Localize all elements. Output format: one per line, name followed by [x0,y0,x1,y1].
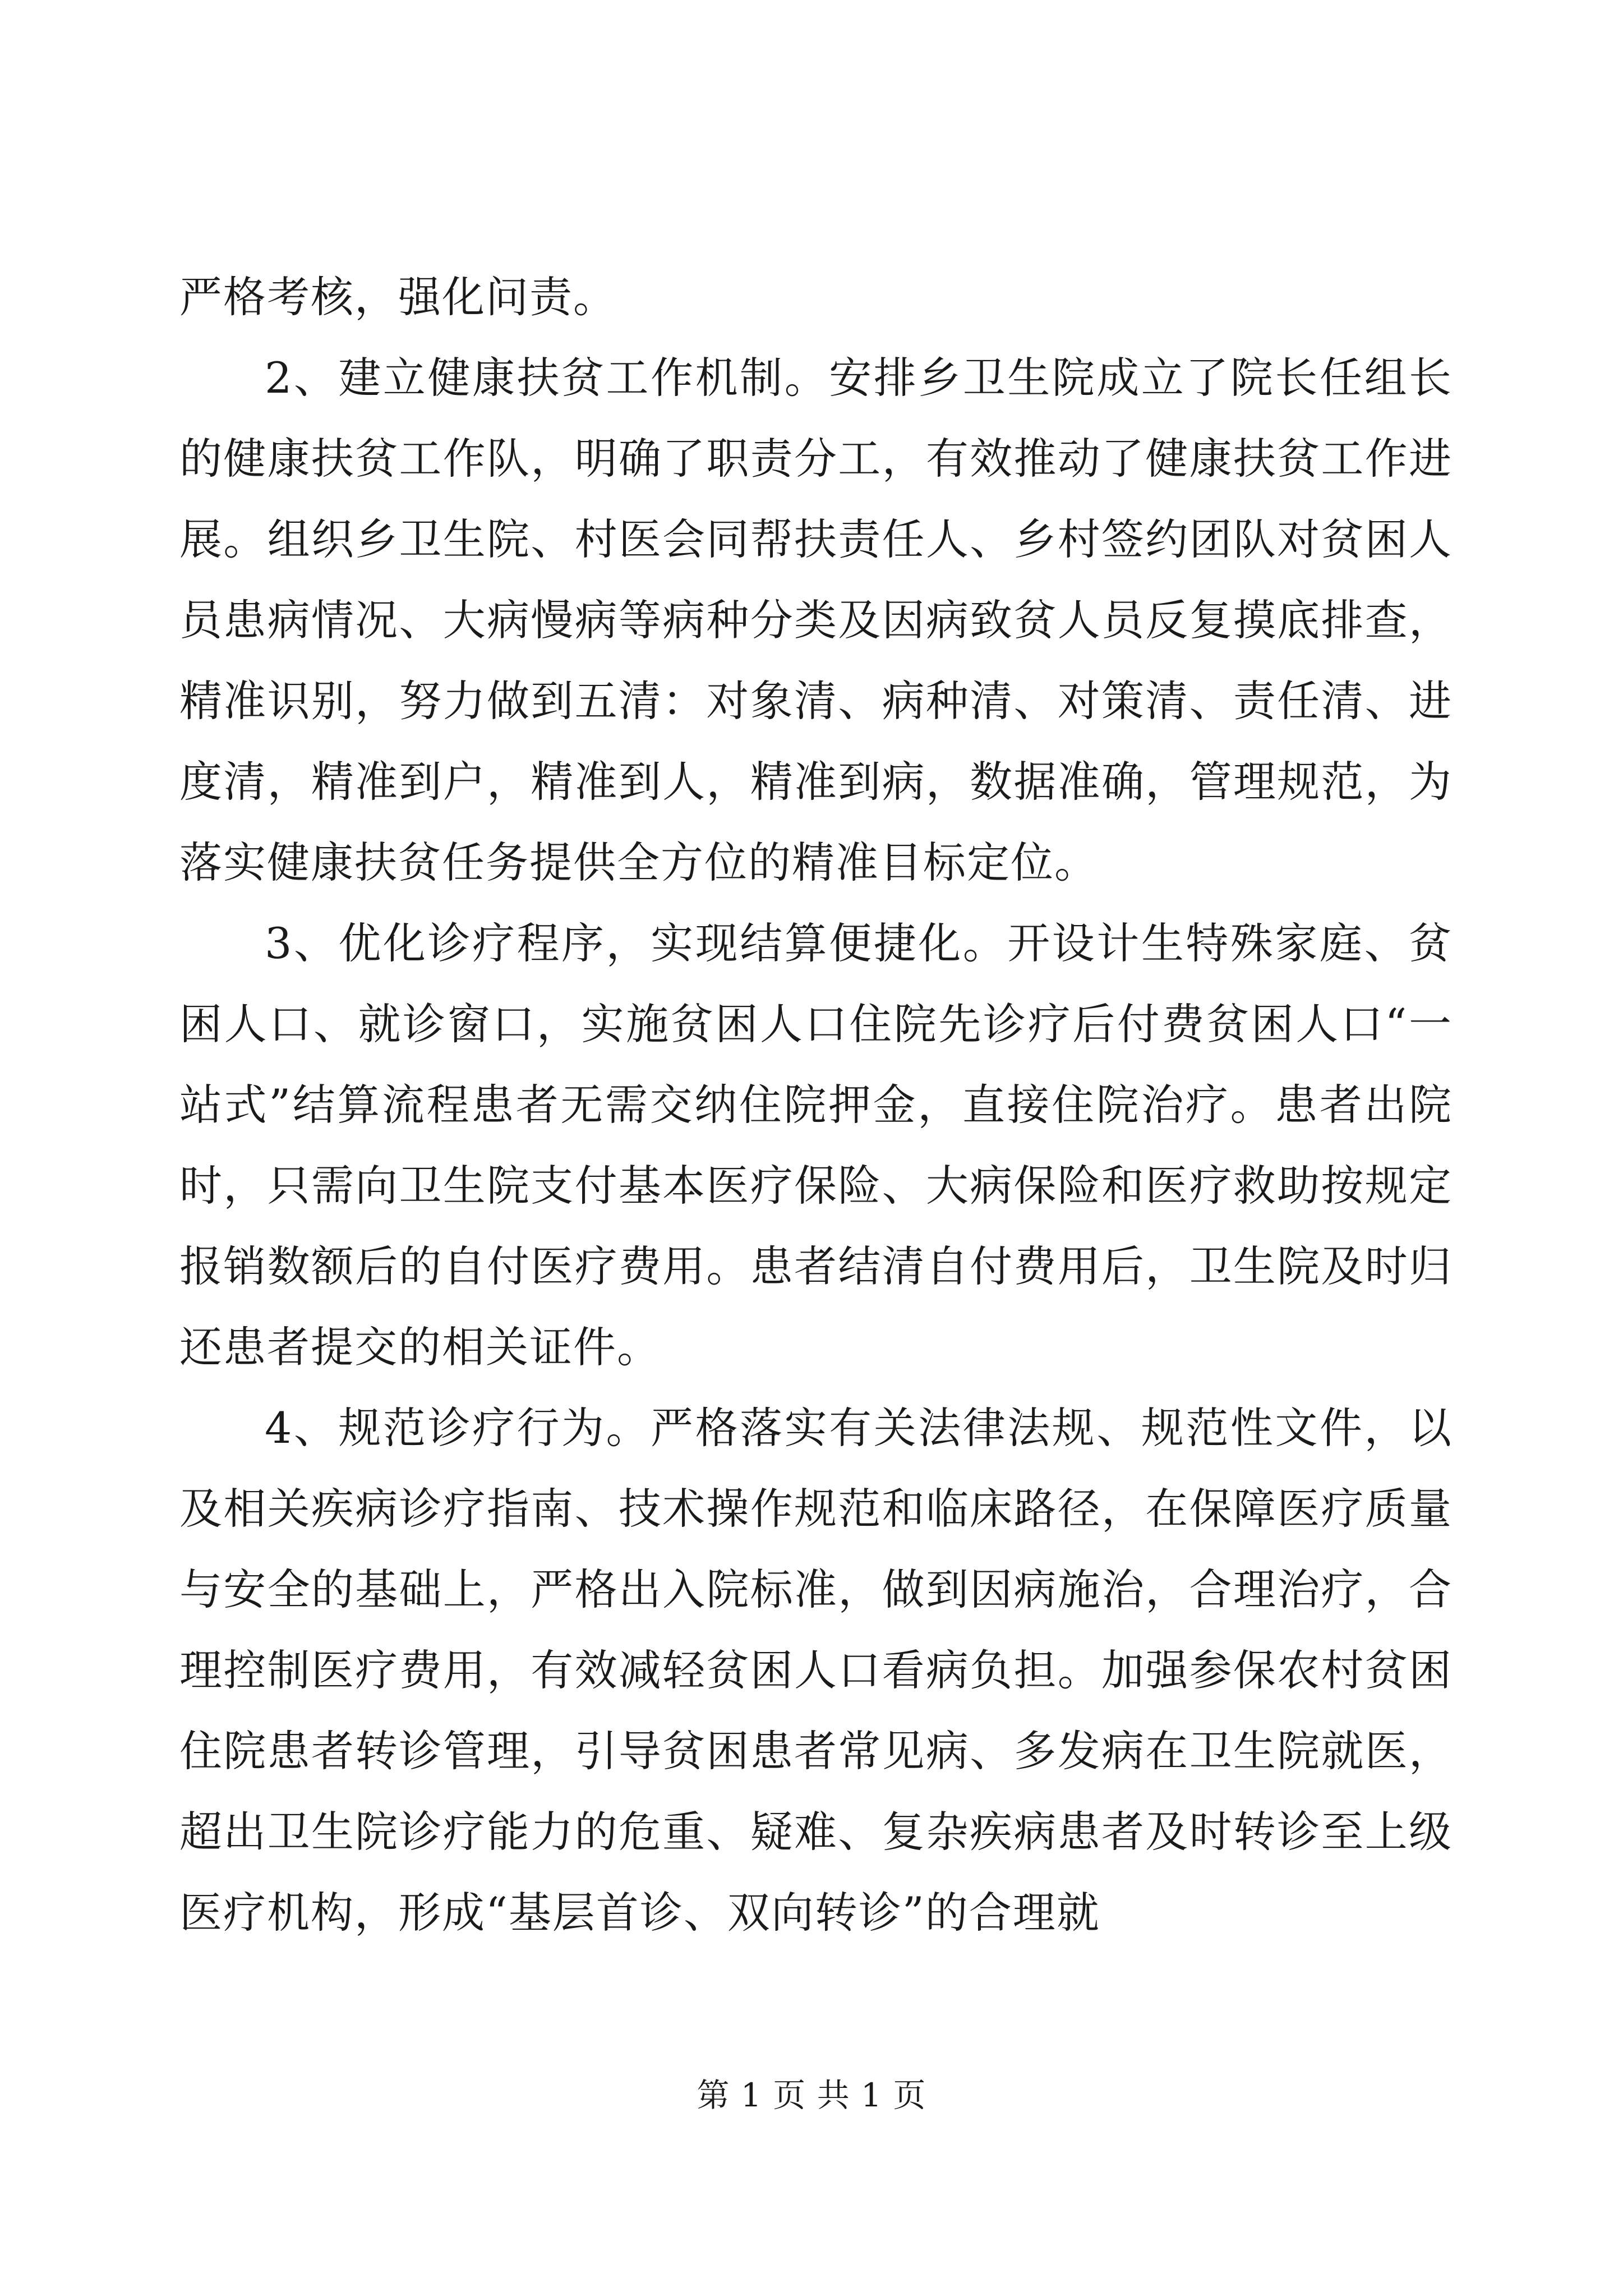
paragraph-health-poverty-mechanism: 2、建立健康扶贫工作机制。安排乡卫生院成立了院长任组长的健康扶贫工作队，明确了职责分工，有效推动了健康扶贫工作进展。组织乡卫生院、村医会同帮扶责任人、乡村签约团队对贫困人员患病情况、大病慢病等病种分类及因病致贫人员反复摸底排查，精准识别，努力做到五清：对象清、病种清、对策清、责任清、进度清，精准到户，精准到人，精准到病，数据准确，管理规范，为落实健康扶贫任务提供全方位的精准目标定位。 [179,353,1453,887]
paragraph-continuation: 严格考核，强化问责。 [179,272,617,322]
paragraph-standardize-treatment: 4、规范诊疗行为。严格落实有关法律法规、规范性文件，以及相关疾病诊疗指南、技术操作规范和临床路径，在保障医疗质量与安全的基础上，严格出入院标准，做到因病施治，合理治疗，合理控制医疗费用，有效减轻贫困人口看病负担。加强参保农村贫困住院患者转诊管理，引导贫困患者常见病、多发病在卫生院就医，超出卫生院诊疗能力的危重、疑难、复杂疾病患者及时转诊至上级医疗机构，形成“基层首诊、双向转诊”的合理就 [179,1403,1453,1938]
body-text [179,257,1453,1953]
paragraph-optimize-diagnosis: 3、优化诊疗程序，实现结算便捷化。开设计生特殊家庭、贫困人口、就诊窗口，实施贫困人口住院先诊疗后付费贫困人口“一站式”结算流程患者无需交纳住院押金，直接住院治疗。患者出院时，只需向卫生院支付基本医疗保险、大病保险和医疗救助按规定报销数额后的自付医疗费用。患者结清自付费用后，卫生院及时归还患者提交的相关证件。 [179,918,1453,1372]
page-footer: 第 1 页 共 1 页 [697,2076,926,2114]
